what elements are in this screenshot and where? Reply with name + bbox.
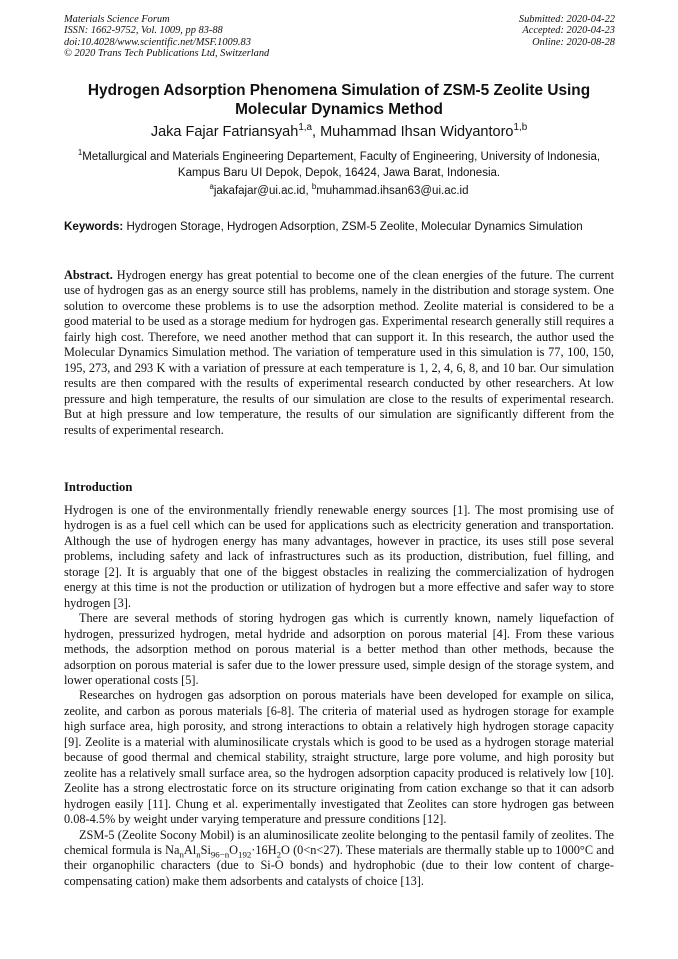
author-name: Jaka Fajar Fatriansyah [150, 124, 299, 140]
email-link[interactable]: muhammad.ihsan63@ui.ac.id [316, 185, 469, 197]
keywords [64, 220, 614, 235]
accepted-date: Accepted: 2020-04-23 [522, 25, 615, 37]
formula-subscript: n [179, 849, 184, 860]
introduction-body [64, 503, 614, 889]
keywords-label: Keywords: [64, 220, 124, 233]
issn-line: ISSN: 1662-9752, Vol. 1009, pp 83-88 [64, 25, 223, 37]
affiliation-text: Metallurgical and Materials Engineering Departement, Faculty of Engineering, University of Indonesia, Kampus Baru UI Depok, Depok, 16424, Jawa Barat, Indonesia. [82, 151, 601, 179]
paragraph: Researches on hydrogen gas adsorption on porous materials have been developed for example on silica, zeolite, and carbon as porous materials [6-8]. The criteria of material used as hydrogen storage for example high surface area, high porosity, and strong interactions to obtain a relatively high hydrogen storage capacity [9]. Zeolite is a material with aluminosilicate crystals which is good to be used as a hydrogen storage material because of good thermal and chemical stability, straight structure, large pore volume, and high porosity but zeolite has a relatively small surface area, so the hydrogen adsorption capacity produced is relatively low [10]. Zeolite has a strong electrostatic force on its structure originating from cation exchange so that it can adsorb hydrogen easily [11]. Chung et al. experimentally investigated that Zeolites can store hydrogen gas between 0.08-4.5% by weight under varying temperature and pressure conditions [12]. [64, 688, 614, 827]
email-mark: b [311, 182, 317, 192]
abstract-text: Hydrogen energy has great potential to become one of the clean energies of the future. The current use of hydrogen gas as an energy source still has problems, namely in the distribution and storage system. One solution to overcome these problems is to use the adsorption method. Zeolite material is considered to be a good material to be used as a storage medium for hydrogen gas. Experimental research generally still requires a fairly high cost. Therefore, we need another method that can support it. In this research, the author used the Molecular Dynamics Simulation method. The variation of temperature used in this simulation is 77, 100, 150, 195, 273, and 293 K with a variation of pressure at each temperature is 1, 2, 4, 6, 8, and 10 bar. Our simulation results are then compared with the results of experimental research conducted by other researchers. At low pressure and high temperature, the results of our simulation are close to the results of experimental research. But at high pressure and low temperature, the results of our simulation are significantly different from the results of experimental research. [64, 268, 614, 437]
journal-info [64, 14, 269, 59]
author-emails [64, 182, 614, 197]
text-run: ·16H [251, 842, 277, 857]
text-run: Al [183, 842, 197, 857]
author-affiliation-mark: 1,a [298, 122, 312, 134]
email-link[interactable]: jakafajar@ui.ac.id [213, 185, 306, 197]
formula-subscript: n [196, 849, 201, 860]
affiliation-mark: 1 [77, 148, 83, 158]
author-separator: , [312, 124, 321, 140]
section-heading: Introduction [64, 480, 133, 494]
paragraph: There are several methods of storing hydrogen gas which is currently known, namely liquefaction of hydrogen, pressurized hydrogen, metal hydride and adsorption on porous material [4]. From these various methods, the adsorption method on porous material is a better method than other methods, because the adsorption on porous material is safer due to the lower pressure used, simple design of the storage system, and lower operational costs [5]. [64, 611, 614, 687]
dates-info [519, 14, 615, 48]
copyright-line: © 2020 Trans Tech Publications Ltd, Switzerland [64, 47, 270, 59]
submitted-date: Submitted: 2020-04-22 [518, 14, 615, 25]
journal-name: Materials Science Forum [64, 14, 170, 25]
author-name: Muhammad Ihsan Widyantoro [320, 124, 514, 140]
affiliation [64, 149, 614, 181]
paragraph [64, 828, 614, 890]
formula-subscript: 192 [238, 849, 252, 860]
text-run: O [229, 842, 239, 857]
text-run: O (0<n<27). These materials are thermally stable up to 1000°C and their organophilic characters (due to Si-O bonds) and hydrophobic (due to their low content of charge-compensating cation) make them adsorbents and catalysts of choice [13]. [64, 842, 614, 888]
paragraph: Hydrogen is one of the environmentally friendly renewable energy sources [1]. The most promising use of hydrogen is as a fuel cell which can be used for applications such as electricity generation and transportation. Although the use of hydrogen energy has many advantages, however in practice, its uses still pose several problems, including safety and lack of infrastructures such as its production, distribution, fuel filling, and storage [2]. It is arguably that one of the biggest obstacles in realizing the commercialization of hydrogen energy at this time is not the production or utilization of hydrogen but a more effective and safer way to store hydrogen [3]. [64, 503, 614, 610]
formula-subscript: 2 [276, 849, 281, 860]
email-separator: , [305, 185, 312, 197]
email-mark: a [209, 182, 214, 192]
abstract [64, 268, 614, 438]
formula-subscript: 96−n [210, 849, 230, 860]
author-list [64, 124, 614, 140]
text-run: Si [200, 842, 211, 857]
text-run: ZSM-5 (Zeolite Socony Mobil) is an aluminosilicate zeolite belonging to the pentasil family of zeolites. The chemical formula is Na [64, 827, 614, 857]
doi-line[interactable]: doi:10.4028/www.scientific.net/MSF.1009.83 [64, 36, 251, 48]
keywords-text: Hydrogen Storage, Hydrogen Adsorption, ZSM-5 Zeolite, Molecular Dynamics Simulation [126, 220, 583, 233]
author-affiliation-mark: 1,b [513, 122, 528, 134]
paper-title: Hydrogen Adsorption Phenomena Simulation of ZSM-5 Zeolite Using Molecular Dynamics Method [87, 82, 591, 118]
abstract-label: Abstract. [64, 268, 113, 282]
online-date: Online: 2020-08-28 [532, 36, 615, 48]
